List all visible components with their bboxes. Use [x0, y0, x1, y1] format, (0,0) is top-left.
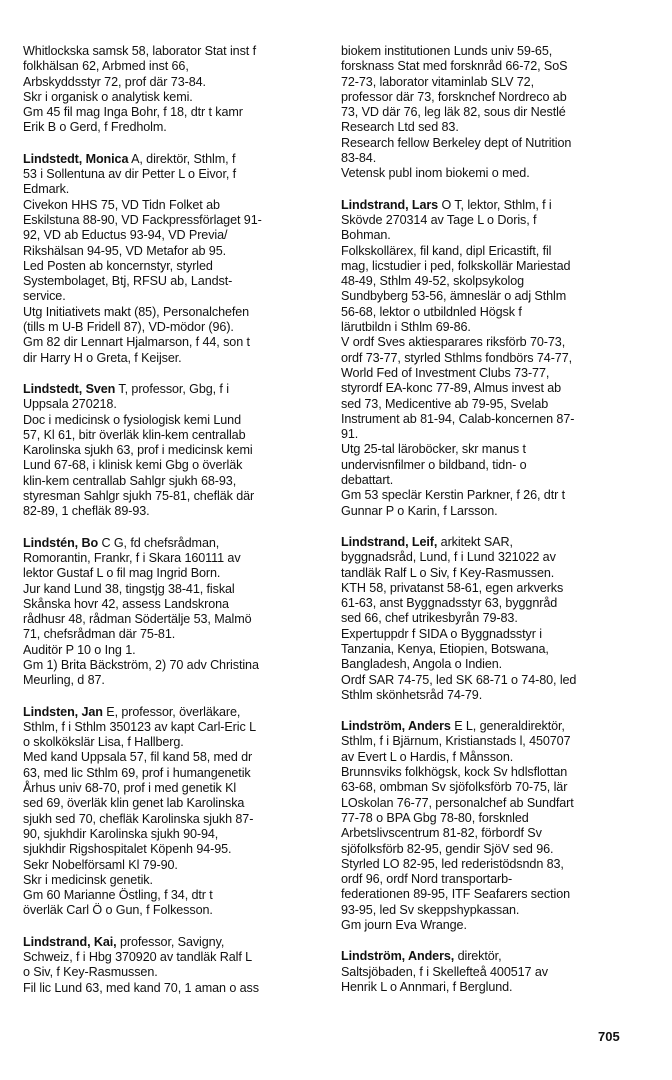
- entry-line: [23, 720, 323, 735]
- entry-text: 61-63, anst Byggnadsstyr 63, byggnråd: [341, 596, 558, 611]
- entry-text: Rikshälsan 94-95, VD Metafor ab 95.: [23, 243, 227, 258]
- biography-entry: [23, 152, 323, 366]
- entry-name: Lindstedt, Sven: [23, 381, 116, 396]
- entry-text: A, direktör, Sthlm, f: [128, 151, 236, 166]
- entry-text: E, professor, överläkare,: [102, 704, 241, 719]
- entry-line: [341, 397, 641, 412]
- entry-text: klin-kem centrallab Sahlgr sjukh 68-93,: [23, 473, 237, 488]
- entry-text: 90, sjukhdir Karolinska sjukh 90-94,: [23, 826, 219, 841]
- entry-line: [341, 335, 641, 350]
- entry-text: sjukh sed 70, chefläk Karolinska sjukh 87-: [23, 811, 254, 826]
- biography-entry: [341, 719, 641, 933]
- entry-line: [341, 887, 641, 902]
- entry-line: [341, 166, 641, 181]
- entry-line: [23, 766, 323, 781]
- entry-line: [341, 826, 641, 841]
- entry-line: [341, 566, 641, 581]
- entry-line: [23, 597, 323, 612]
- entry-line: [341, 90, 641, 105]
- entry-line: [341, 918, 641, 933]
- entry-text: Skr i medicinsk genetik.: [23, 872, 153, 887]
- entry-line: [341, 949, 641, 964]
- entry-line: [341, 259, 641, 274]
- entry-line: [23, 643, 323, 658]
- entry-text: styresman Sahlgr sjukh 75-81, chefläk där: [23, 489, 255, 504]
- entry-line: [23, 213, 323, 228]
- entry-line: [23, 474, 323, 489]
- entry-text: mag, licstudier i ped, folkskollär Mariestad: [341, 258, 571, 273]
- entry-line: [341, 780, 641, 795]
- entry-line: [23, 120, 323, 135]
- entry-text: 83-84.: [341, 151, 377, 166]
- entry-text: Folkskollärex, fil kand, dipl Ericastift, fil: [341, 243, 552, 258]
- entry-text: service.: [23, 289, 66, 304]
- entry-text: folkhälsan 62, Arbmed inst 66,: [23, 59, 189, 74]
- entry-text: (tills m U-B Fridell 87), VD-mödor (96).: [23, 320, 234, 335]
- entry-line: [341, 734, 641, 749]
- entry-line: [23, 382, 323, 397]
- entry-line: [341, 504, 641, 519]
- entry-line: [341, 244, 641, 259]
- entry-name: Lindstrand, Lars: [341, 197, 439, 212]
- entry-line: [23, 489, 323, 504]
- entry-text: 56-68, lektor o utbildnled Högsk f: [341, 304, 522, 319]
- entry-line: [341, 305, 641, 320]
- entry-text: Styrled LO 82-95, led rederistödsndn 83,: [341, 856, 564, 871]
- entry-text: forsknass Stat med forsknråd 66-72, SoS: [341, 59, 568, 74]
- entry-text: dir Harry H o Greta, f Keijser.: [23, 350, 182, 365]
- entry-text: Erik B o Gerd, f Fredholm.: [23, 120, 167, 135]
- entry-line: [341, 442, 641, 457]
- entry-line: [23, 658, 323, 673]
- entry-line: [23, 305, 323, 320]
- entry-text: Auditör P 10 o Ing 1.: [23, 642, 136, 657]
- entry-line: [341, 642, 641, 657]
- entry-text: Gm 82 dir Lennart Hjalmarson, f 44, son t: [23, 335, 250, 350]
- entry-line: [341, 535, 641, 550]
- entry-line: [23, 705, 323, 720]
- entry-text: Romorantin, Frankr, f i Skara 160111 av: [23, 550, 241, 565]
- entry-text: biokem institutionen Lunds univ 59-65,: [341, 44, 553, 58]
- entry-line: [341, 427, 641, 442]
- entry-text: sjöfolksförb 82-95, gendir SjöV sed 96.: [341, 841, 554, 856]
- entry-text: Sundbyberg 53-56, ämneslär o adj Sthlm: [341, 289, 567, 304]
- entry-line: [23, 796, 323, 811]
- entry-line: [23, 458, 323, 473]
- entry-text: federationen 89-95, ITF Seafarers section: [341, 887, 571, 902]
- entry-line: [23, 965, 323, 980]
- entry-line: [23, 351, 323, 366]
- entry-line: [23, 950, 323, 965]
- entry-text: Lund 67-68, i klinisk kemi Gbg o överläk: [23, 458, 243, 473]
- entry-line: [341, 151, 641, 166]
- entry-text: o skolkökslär Lisa, f Hallberg.: [23, 735, 184, 750]
- entry-line: [23, 781, 323, 796]
- entry-text: 73, VD där 76, leg läk 82, sous dir Nestlé: [341, 105, 566, 120]
- entry-line: [341, 198, 641, 213]
- entry-line: [23, 59, 323, 74]
- entry-line: [341, 274, 641, 289]
- entry-name: Lindström, Anders: [341, 719, 451, 734]
- entry-line: [341, 320, 641, 335]
- entry-line: [341, 228, 641, 243]
- entry-line: [341, 213, 641, 228]
- entry-line: [23, 612, 323, 627]
- entry-line: [23, 152, 323, 167]
- entry-line: [23, 551, 323, 566]
- entry-line: [23, 873, 323, 888]
- entry-text: C G, fd chefsrådman,: [98, 535, 220, 550]
- entry-text: lärutbildn i Sthlm 69-86.: [341, 320, 471, 335]
- entry-text: 63, med lic Sthlm 69, prof i humangenetik: [23, 765, 251, 780]
- entry-line: [341, 75, 641, 90]
- entry-line: [341, 120, 641, 135]
- entry-text: byggnadsråd, Lund, f i Lund 321022 av: [341, 550, 556, 565]
- biography-entry: [341, 535, 641, 703]
- entry-text: 77-78 o BPA Gbg 78-80, forsknled: [341, 810, 529, 825]
- entry-text: 92, VD ab Eductus 93-94, VD Previa/: [23, 228, 228, 243]
- entry-line: [23, 673, 323, 688]
- entry-text: Bohman.: [341, 228, 391, 243]
- entry-text: World Fed of Investment Clubs 73-77,: [341, 365, 550, 380]
- entry-text: professor där 73, forsknchef Nordreco ab: [341, 89, 567, 104]
- entry-text: Expertuppdr f SIDA o Byggnadsstyr i: [341, 626, 542, 641]
- entry-text: Whitlockska samsk 58, laborator Stat inst f: [23, 44, 256, 58]
- entry-line: [341, 719, 641, 734]
- entry-text: Århus univ 68-70, prof i med genetik Kl: [23, 781, 237, 796]
- entry-line: [23, 105, 323, 120]
- entry-line: [341, 857, 641, 872]
- entry-line: [23, 566, 323, 581]
- entry-text: Arbskyddsstyr 72, prof där 73-84.: [23, 74, 206, 89]
- entry-text: arkitekt SAR,: [437, 534, 513, 549]
- entry-text: Skövde 270314 av Tage L o Doris, f: [341, 212, 537, 227]
- entry-line: [23, 812, 323, 827]
- entry-text: Gunnar P o Karin, f Larsson.: [341, 503, 498, 518]
- entry-line: [341, 44, 641, 59]
- entry-line: [23, 827, 323, 842]
- entry-line: [341, 289, 641, 304]
- entry-text: tandläk Ralf L o Siv, f Key-Rasmussen.: [341, 565, 555, 580]
- entry-text: direktör,: [454, 949, 502, 964]
- entry-text: Schweiz, f i Hbg 370920 av tandläk Ralf L: [23, 950, 253, 965]
- entry-line: [341, 657, 641, 672]
- entry-line: [23, 981, 323, 996]
- entry-line: [23, 536, 323, 551]
- entry-line: [23, 413, 323, 428]
- entry-text: Utg 25-tal läroböcker, skr manus t: [341, 442, 526, 457]
- entry-text: Karolinska sjukh 63, prof i medicinsk kemi: [23, 443, 253, 458]
- entry-line: [23, 320, 323, 335]
- entry-line: [341, 473, 641, 488]
- entry-text: Jur kand Lund 38, tingstjg 38-41, fiskal: [23, 581, 235, 596]
- entry-line: [341, 673, 641, 688]
- entry-text: Henrik L o Annmari, f Berglund.: [341, 979, 513, 994]
- entry-line: [23, 228, 323, 243]
- entry-text: sed 66, chef utrikesbyrån 79-83.: [341, 611, 518, 626]
- biography-entry: [341, 198, 641, 519]
- entry-text: professor, Savigny,: [116, 934, 225, 949]
- entry-line: [23, 289, 323, 304]
- entry-line: [341, 965, 641, 980]
- entry-line: [341, 596, 641, 611]
- entry-text: Bangladesh, Angola o Indien.: [341, 657, 503, 672]
- entry-text: Brunnsviks folkhögsk, kock Sv hdlsflottan: [341, 765, 568, 780]
- entry-text: rådhusr 48, rådman Södertälje 53, Malmö: [23, 612, 252, 627]
- biography-entry: [23, 382, 323, 520]
- entry-line: [23, 735, 323, 750]
- entry-text: Skånska hovr 42, assess Landskrona: [23, 596, 229, 611]
- entry-line: [341, 980, 641, 995]
- entry-text: Meurling, d 87.: [23, 673, 105, 688]
- entry-line: [341, 796, 641, 811]
- right-column: [341, 44, 641, 1011]
- biography-entry: [341, 949, 641, 995]
- entry-name: Lindstedt, Monica: [23, 151, 129, 166]
- entry-text: V ordf Sves aktiesparares riksförb 70-73,: [341, 335, 566, 350]
- entry-text: sjukhdir Rigshospitalet Köpenh 94-95.: [23, 842, 232, 857]
- entry-name: Lindstrand, Kai,: [23, 934, 117, 949]
- entry-line: [341, 765, 641, 780]
- entry-text: Sthlm skönhetsråd 74-79.: [341, 687, 483, 702]
- entry-line: [341, 903, 641, 918]
- entry-line: [341, 688, 641, 703]
- entry-name: Lindstrand, Leif,: [341, 534, 438, 549]
- entry-text: Systembolaget, Btj, RFSU ab, Landst-: [23, 274, 233, 289]
- entry-text: Led Posten ab koncernstyr, styrled: [23, 258, 213, 273]
- entry-text: styrordf EA-konc 77-89, Almus invest ab: [341, 381, 562, 396]
- entry-text: Sthlm, f i Bjärnum, Kristianstads l, 450707: [341, 734, 571, 749]
- entry-text: Gm journ Eva Wrange.: [341, 918, 467, 933]
- entry-line: [341, 872, 641, 887]
- entry-text: Sthlm, f i Sthlm 350123 av kapt Carl-Eric L: [23, 719, 256, 734]
- entry-text: 48-49, Sthlm 49-52, skolpsykolog: [341, 274, 525, 289]
- entry-text: 82-89, 1 chefläk 89-93.: [23, 504, 150, 519]
- entry-line: [341, 550, 641, 565]
- entry-text: 93-95, led Sv skeppshypkassan.: [341, 902, 520, 917]
- biography-entry: [341, 44, 641, 182]
- entry-line: [23, 244, 323, 259]
- entry-text: KTH 58, privatanst 58-61, egen arkverks: [341, 580, 564, 595]
- entry-text: 57, Kl 61, bitr överläk klin-kem centrallab: [23, 427, 246, 442]
- entry-line: [23, 903, 323, 918]
- entry-line: [23, 627, 323, 642]
- entry-line: [23, 198, 323, 213]
- entry-text: 63-68, ombman Sv sjöfolksförb 70-75, lär: [341, 780, 568, 795]
- entry-line: [23, 90, 323, 105]
- entry-text: 72-73, laborator vitaminlab SLV 72,: [341, 74, 534, 89]
- entry-line: [23, 335, 323, 350]
- entry-text: LOskolan 76-77, personalchef ab Sundfart: [341, 795, 574, 810]
- entry-text: 91.: [341, 427, 359, 442]
- entry-line: [341, 811, 641, 826]
- biography-entry: [23, 44, 323, 136]
- biography-entry: [23, 935, 323, 996]
- entry-line: [341, 412, 641, 427]
- entry-line: [341, 842, 641, 857]
- entry-line: [23, 504, 323, 519]
- entry-text: Uppsala 270218.: [23, 397, 117, 412]
- entry-line: [23, 582, 323, 597]
- entry-text: Skr i organisk o analytisk kemi.: [23, 89, 193, 104]
- entry-line: [341, 366, 641, 381]
- entry-text: sed 73, Medicentive ab 79-95, Svelab: [341, 396, 549, 411]
- entry-text: överläk Carl Ö o Gun, f Folkesson.: [23, 903, 213, 918]
- entry-line: [341, 381, 641, 396]
- entry-text: Research fellow Berkeley dept of Nutrition: [341, 135, 572, 150]
- entry-text: O T, lektor, Sthlm, f i: [438, 197, 552, 212]
- entry-text: Ordf SAR 74-75, led SK 68-71 o 74-80, led: [341, 672, 577, 687]
- page-number: 705: [598, 1029, 620, 1044]
- entry-line: [23, 75, 323, 90]
- entry-text: Civekon HHS 75, VD Tidn Folket ab: [23, 197, 220, 212]
- entry-text: Instrument ab 81-94, Calab-koncernen 87-: [341, 411, 575, 426]
- entry-text: Med kand Uppsala 57, fil kand 58, med dr: [23, 750, 253, 765]
- left-column: [23, 44, 323, 1012]
- entry-text: 53 i Sollentuna av dir Petter L o Eivor, f: [23, 167, 237, 182]
- entry-line: [23, 274, 323, 289]
- biography-entry: [23, 536, 323, 689]
- entry-line: [341, 458, 641, 473]
- entry-text: Eskilstuna 88-90, VD Fackpressförlaget 91-: [23, 212, 262, 227]
- entry-text: Tanzania, Kenya, Etiopien, Botswana,: [341, 641, 549, 656]
- entry-line: [23, 443, 323, 458]
- entry-line: [341, 750, 641, 765]
- entry-text: av Evert L o Hardis, f Månsson.: [341, 749, 514, 764]
- entry-text: Saltsjöbaden, f i Skellefteå 400517 av: [341, 964, 548, 979]
- entry-text: Gm 60 Marianne Östling, f 34, dtr t: [23, 888, 213, 903]
- entry-text: sed 69, överläk klin genet lab Karolinska: [23, 796, 245, 811]
- entry-text: Vetensk publ inom biokemi o med.: [341, 166, 530, 181]
- entry-text: Gm 45 fil mag Inga Bohr, f 18, dtr t kamr: [23, 105, 243, 120]
- entry-name: Lindström, Anders,: [341, 949, 455, 964]
- entry-line: [23, 888, 323, 903]
- entry-text: Doc i medicinsk o fysiologisk kemi Lund: [23, 412, 241, 427]
- entry-text: o Siv, f Key-Rasmussen.: [23, 965, 158, 980]
- entry-line: [23, 935, 323, 950]
- entry-text: T, professor, Gbg, f i: [115, 381, 229, 396]
- entry-text: 71, chefsrådman där 75-81.: [23, 627, 176, 642]
- entry-text: debattart.: [341, 473, 394, 488]
- entry-line: [341, 59, 641, 74]
- entry-text: undervisnfilmer o bildband, tidn- o: [341, 457, 527, 472]
- entry-text: Research Ltd sed 83.: [341, 120, 459, 135]
- entry-text: Gm 1) Brita Bäckström, 2) 70 adv Christina: [23, 657, 259, 672]
- entry-text: E L, generaldirektör,: [450, 719, 565, 734]
- entry-line: [341, 105, 641, 120]
- entry-line: [23, 44, 323, 59]
- entry-text: Arbetslivscentrum 81-82, förbordf Sv: [341, 826, 542, 841]
- entry-text: ordf 96, ordf Nord transportarb-: [341, 872, 513, 887]
- entry-text: Utg Initiativets makt (85), Personalchefen: [23, 304, 250, 319]
- entry-line: [23, 842, 323, 857]
- entry-line: [23, 858, 323, 873]
- entry-text: Fil lic Lund 63, med kand 70, 1 aman o ass: [23, 980, 259, 995]
- entry-line: [23, 167, 323, 182]
- entry-text: Edmark.: [23, 182, 70, 197]
- entry-line: [341, 351, 641, 366]
- entry-line: [341, 627, 641, 642]
- entry-text: Gm 53 speclär Kerstin Parkner, f 26, dtr t: [341, 488, 565, 503]
- entry-line: [341, 488, 641, 503]
- entry-line: [341, 611, 641, 626]
- entry-name: Lindsten, Jan: [23, 704, 103, 719]
- entry-line: [23, 428, 323, 443]
- entry-name: Lindstén, Bo: [23, 535, 99, 550]
- entry-line: [341, 136, 641, 151]
- biography-entry: [23, 705, 323, 919]
- entry-text: lektor Gustaf L o fil mag Ingrid Born.: [23, 566, 221, 581]
- entry-line: [23, 259, 323, 274]
- entry-text: ordf 73-77, styrled Sthlms fondbörs 74-77,: [341, 350, 573, 365]
- entry-line: [341, 581, 641, 596]
- entry-line: [23, 750, 323, 765]
- entry-line: [23, 182, 323, 197]
- entry-line: [23, 397, 323, 412]
- entry-text: Sekr Nobelförsaml Kl 79-90.: [23, 857, 178, 872]
